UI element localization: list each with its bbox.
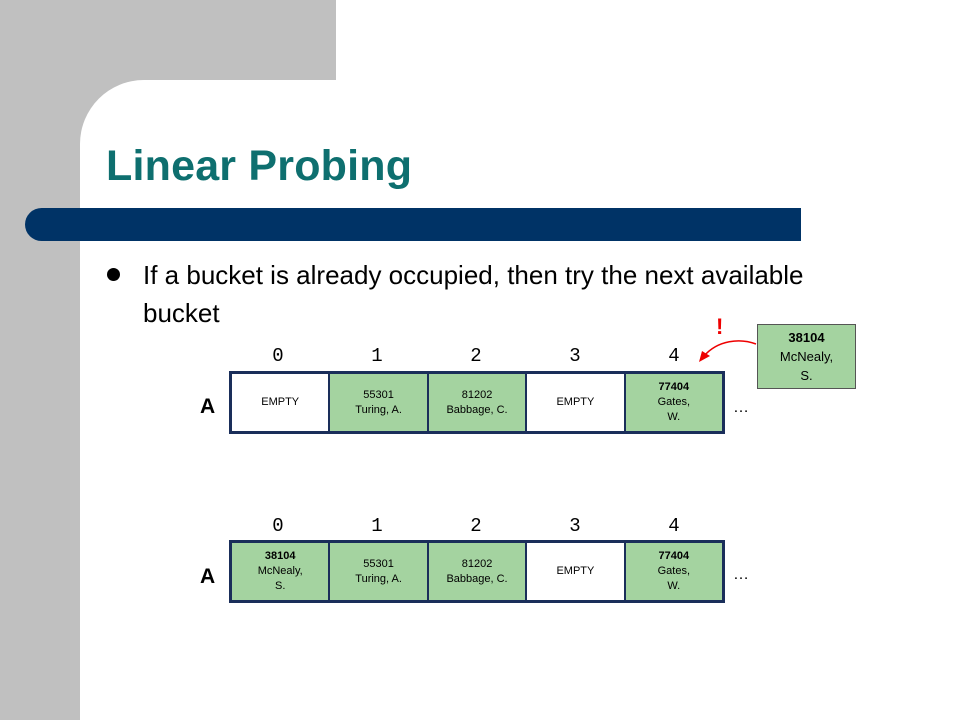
- index-label: 2: [470, 345, 482, 367]
- index-label: 3: [569, 515, 581, 537]
- bucket-1: 55301 Turing, A.: [330, 543, 428, 600]
- collision-exclamation: !: [716, 314, 724, 339]
- bucket-2: 81202 Babbage, C.: [429, 374, 527, 431]
- slide-title: Linear Probing: [106, 142, 413, 190]
- index-label: 2: [470, 515, 482, 537]
- background-gray-left-strip: [0, 0, 80, 720]
- array-continuation-ellipsis: …: [733, 566, 749, 583]
- index-label: 3: [569, 345, 581, 367]
- hash-array-before: [229, 371, 725, 434]
- bucket-2: 81202 Babbage, C.: [429, 543, 527, 600]
- array-continuation-ellipsis: …: [733, 399, 749, 416]
- bucket-3: EMPTY: [527, 543, 625, 600]
- bucket-4: 77404 Gates, W.: [626, 374, 722, 431]
- collision-arrow-icon: [690, 330, 760, 370]
- bullet-dot: [107, 268, 120, 281]
- array-label: A: [200, 565, 216, 588]
- bucket-3: EMPTY: [527, 374, 625, 431]
- index-label: 4: [668, 515, 680, 537]
- bucket-4: 77404 Gates, W.: [626, 543, 722, 600]
- bullet-text: If a bucket is already occupied, then try the next available bucket: [143, 260, 804, 328]
- index-label: 4: [668, 345, 680, 367]
- bucket-0: 38104 McNealy, S.: [232, 543, 330, 600]
- array-label: A: [200, 395, 216, 418]
- hash-array-after: [229, 540, 725, 603]
- incoming-initial: S.: [800, 368, 813, 383]
- title-underline-bar: [25, 208, 801, 241]
- index-label: 0: [272, 515, 284, 537]
- bucket-0: EMPTY: [232, 374, 330, 431]
- index-label: 1: [371, 345, 383, 367]
- incoming-record-box: [757, 324, 856, 389]
- bucket-1: 55301 Turing, A.: [330, 374, 428, 431]
- index-label: 1: [371, 515, 383, 537]
- index-label: 0: [272, 345, 284, 367]
- incoming-key: 38104: [788, 330, 825, 345]
- incoming-name: McNealy,: [779, 349, 834, 364]
